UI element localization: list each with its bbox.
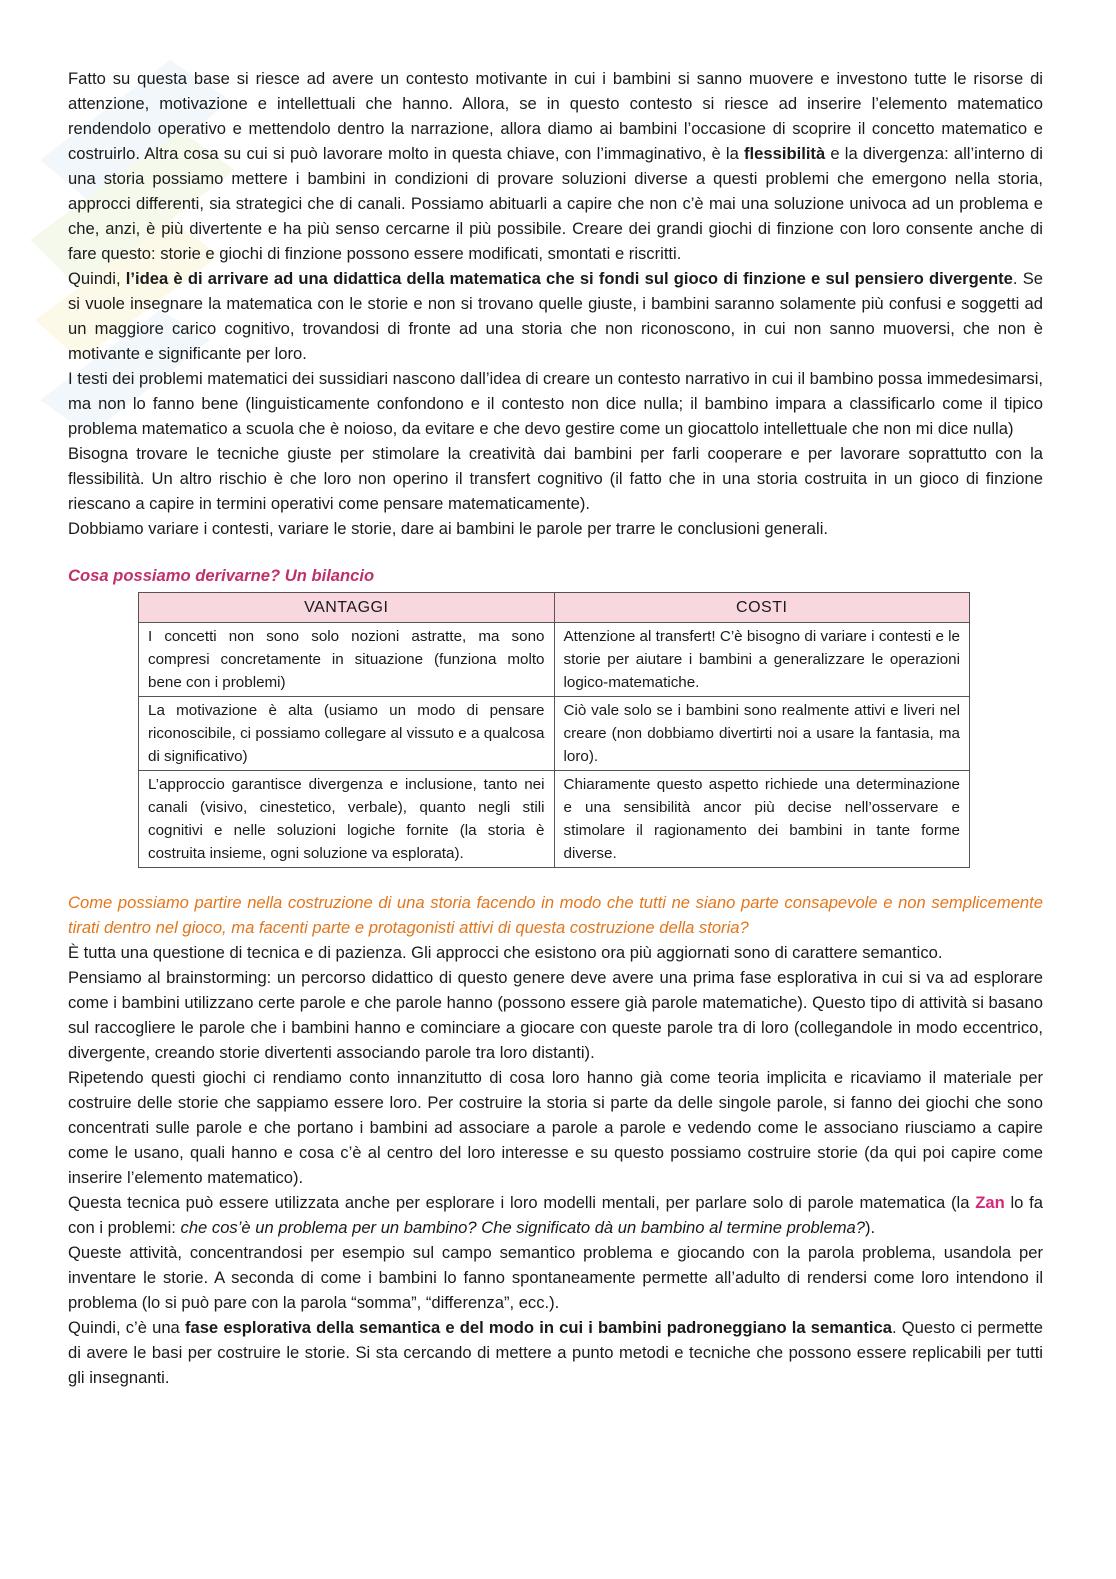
paragraph-attivita: Queste attività, concentrandosi per esempio sul campo semantico problema e giocando con la parola problema, usandola per inventare le storie. A seconda di come i bambini lo fanno spontaneamente permette all’adulto di rendersi come loro intendono il problema (lo si può pare con la parola “somma”, “differenza”, ecc.). — [68, 1243, 1043, 1312]
document-body — [68, 66, 1043, 1390]
paragraph-tecniche: Bisogna trovare le tecniche giuste per stimolare la creatività dai bambini per farli cooperare e per lavorare soprattutto con la flessibilità. Un altro rischio è che loro non operino il transfert cognitivo (il fatto che in una storia costruita in un gioco di finzione riescano a capire in termini operativi come pensare matematicamente). — [68, 444, 1043, 513]
paragraph-giochi: Ripetendo questi giochi ci rendiamo conto innanzitutto di cosa loro hanno già come teoria implicita e ricaviamo il materiale per costruire delle storie che sappiamo essere loro. Per costruire la storia si parte da delle singole parole, si fanno dei giochi che sono concentrati sulle parole e che portano i bambini ad associare a parole a parole e vedendo come le associano riusciamo a capire come le usano, quali hanno e cosa c’è al centro del loro interesse e su questo possiamo costruire storie (da qui poi capire come inserire l’elemento matematico). — [68, 1068, 1043, 1187]
paragraph-contesti: Dobbiamo variare i contesti, variare le storie, dare ai bambini le parole per trarre le conclusioni generali. — [68, 519, 828, 538]
question-costruzione: Come possiamo partire nella costruzione di una storia facendo in modo che tutti ne siano parte consapevole e non semplicemente tirati dentro nel gioco, ma facenti parte e protagonisti attivi di questa costruzione della storia? — [68, 893, 1043, 937]
table-cell: L’approccio garantisce divergenza e inclusione, tanto nei canali (visivo, cinestetico, verbale), quanto negli stili cognitivi e nelle soluzioni logiche fornite (la storia è costruita insieme, ogni soluzione va esplorata). — [139, 771, 555, 868]
bold-idea: l’idea è di arrivare ad una didattica della matematica che si fondi sul gioco di finzione e sul pensiero divergente — [125, 269, 1013, 288]
table-cell: Chiaramente questo aspetto richiede una determinazione e una sensibilità ancor più decise nell’osservare e stimolare il ragionamento dei bambini in tante forme diverse. — [554, 771, 970, 868]
paragraph-modelli-mentali: Questa tecnica può essere utilizzata anche per esplorare i loro modelli mentali, per parlare solo di parole matematica (la Zan lo fa con i problemi: che cos’è un problema per un bambino? Che significato dà un bambino al termine problema?). — [68, 1193, 1043, 1237]
italic-question: che cos’è un problema per un bambino? Che significato dà un bambino al termine problema? — [180, 1218, 865, 1237]
header-vantaggi: VANTAGGI — [139, 593, 555, 623]
paragraph-brainstorming: Pensiamo al brainstorming: un percorso didattico di questo genere deve avere una prima fase esplorativa in cui si va ad esplorare come i bambini utilizzano certe parole e che parole hanno (possono essere già parole matematiche). Questo tipo di attività si basano sul raccogliere le parole che i bambini hanno e cominciare a giocare con queste parole tra di loro (collegandole in modo eccentrico, divergente, creando storie divertenti associando parole tra loro distanti). — [68, 968, 1043, 1062]
bold-fase-esplorativa: fase esplorativa della semantica e del modo in cui i bambini padroneggiano la semantica — [184, 1318, 892, 1337]
table-row — [139, 697, 970, 771]
balance-table — [138, 592, 970, 868]
table-cell: La motivazione è alta (usiamo un modo di pensare riconoscibile, ci possiamo collegare al vissuto e a qualcosa di significativo) — [139, 697, 555, 771]
section-title-bilancio: Cosa possiamo derivarne? Un bilancio — [68, 566, 375, 585]
table-cell: Attenzione al transfert! C’è bisogno di variare i contesti e le storie per aiutare i bambini a generalizzare le operazioni logico-matematiche. — [554, 623, 970, 697]
table-cell: Ciò vale solo se i bambini sono realmente attivi e liveri nel creare (non dobbiamo divertirti noi a usare la fantasia, ma loro). — [554, 697, 970, 771]
table-header-row — [139, 593, 970, 623]
paragraph-intro: Fatto su questa base si riesce ad avere un contesto motivante in cui i bambini si sanno muovere e investono tutte le risorse di attenzione, motivazione e intellettuali che hanno. Allora, se in questo contesto si riesce ad inserire l’elemento matematico rendendolo operativo e mettendolo dentro la narrazione, allora diamo ai bambini l’occasione di scoprire il concetto matematico e costruirlo. Altra cosa su cui si può lavorare molto in questa chiave, con l’immaginativo, è la flessibilità e la divergenza: all’interno di una storia possiamo mettere i bambini in condizioni di provare soluzioni diverse a questi problemi che emergono nella storia, approcci differenti, sia strategici che di canali. Possiamo abituarli a capire che non c’è mai una soluzione univoca ad un problema e che, anzi, è più divertente e ha più senso cercarne il più possibile. Creare dei grandi giochi di finzione con loro consente anche di fare questo: storie e giochi di finzione possono essere modificati, smontati e riscritti. — [68, 69, 1043, 263]
paragraph-didattica: Quindi, l’idea è di arrivare ad una didattica della matematica che si fondi sul gioco di finzione e sul pensiero divergente. Se si vuole insegnare la matematica con le storie e non si trovano quelle giuste, i bambini saranno solamente più confusi e soggetti ad un maggiore carico cognitivo, trovandosi di fronte ad una storia che non riconoscono, in cui non sanno muoversi, che non è motivante e significante per loro. — [68, 269, 1043, 363]
author-name-zan: Zan — [975, 1193, 1005, 1212]
header-costi: COSTI — [554, 593, 970, 623]
paragraph-sussidiari: I testi dei problemi matematici dei sussidiari nascono dall’idea di creare un contesto narrativo in cui il bambino possa immedesimarsi, ma non lo fanno bene (linguisticamente confondono e il contesto non dice nulla; il bambino impara a classificarlo come il tipico problema matematico a scuola che è noioso, da evitare e che devo gestire come un giocattolo intellettuale che non mi dice nulla) — [68, 369, 1043, 438]
paragraph-tecnica: È tutta una questione di tecnica e di pazienza. Gli approcci che esistono ora più aggiornati sono di carattere semantico. — [68, 943, 943, 962]
table-cell: I concetti non sono solo nozioni astratte, ma sono compresi concretamente in situazione (funziona molto bene con i problemi) — [139, 623, 555, 697]
bold-flessibilita: flessibilità — [744, 144, 826, 163]
table-row — [139, 771, 970, 868]
table-row — [139, 623, 970, 697]
paragraph-fase-esplorativa: Quindi, c’è una fase esplorativa della semantica e del modo in cui i bambini padroneggiano la semantica. Questo ci permette di avere le basi per costruire le storie. Si sta cercando di mettere a punto metodi e tecniche che possono essere replicabili per tutti gli insegnanti. — [68, 1318, 1043, 1387]
